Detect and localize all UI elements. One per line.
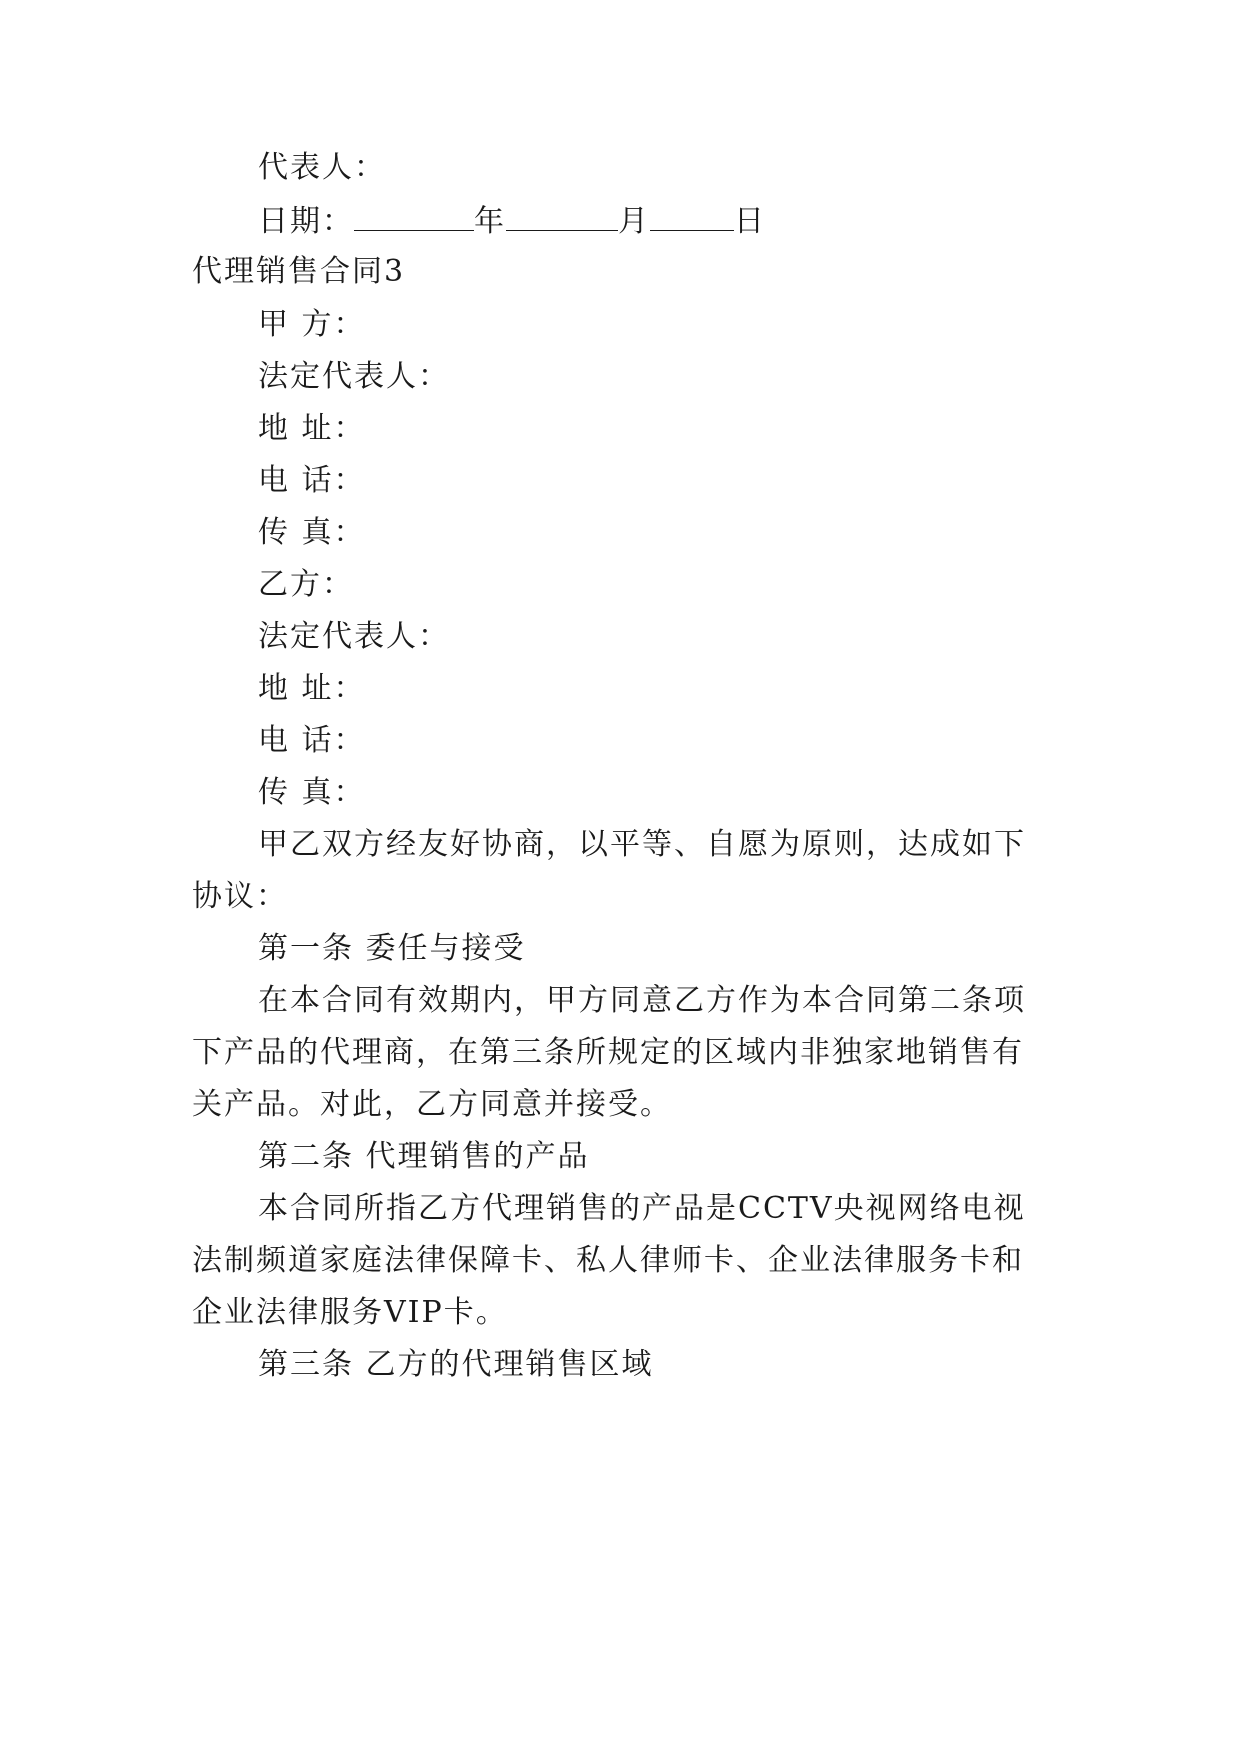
day-label: 日 (734, 204, 766, 239)
party-a-address: 地 址： (258, 411, 366, 446)
party-b-address: 地 址： (258, 671, 366, 706)
article-1-line-1: 在本合同有效期内，甲方同意乙方作为本合同第二条项 (258, 983, 1026, 1018)
year-label: 年 (474, 204, 506, 239)
article-1-heading: 第一条 委任与接受 (258, 931, 526, 966)
month-label: 月 (618, 204, 650, 239)
representative-label: 代表人： (258, 150, 386, 185)
party-b-fax: 传 真： (258, 775, 366, 810)
preamble-line-1: 甲乙双方经友好协商，以平等、自愿为原则，达成如下 (258, 827, 1026, 862)
article-1-line-3: 关产品。对此，乙方同意并接受。 (192, 1087, 672, 1122)
party-a-phone: 电 话： (258, 463, 366, 498)
party-a-fax: 传 真： (258, 515, 366, 550)
contract-title: 代理销售合同3 (192, 254, 406, 289)
month-blank (506, 200, 618, 231)
date-line (258, 200, 766, 242)
party-b-legal-rep: 法定代表人： (258, 619, 450, 654)
date-label: 日期： (258, 204, 354, 239)
preamble-line-2: 协议： (192, 879, 288, 914)
article-2-line-2: 法制频道家庭法律保障卡、私人律师卡、企业法律服务卡和 (192, 1243, 1024, 1278)
article-2-heading: 第二条 代理销售的产品 (258, 1139, 590, 1174)
article-1-line-2: 下产品的代理商，在第三条所规定的区域内非独家地销售有 (192, 1035, 1024, 1070)
party-a-label: 甲 方： (258, 307, 366, 342)
party-b-label: 乙方： (258, 567, 354, 602)
party-b-phone: 电 话： (258, 723, 366, 758)
day-blank (650, 200, 734, 231)
article-2-line-3: 企业法律服务VIP卡。 (192, 1295, 508, 1330)
article-2-line-1: 本合同所指乙方代理销售的产品是CCTV央视网络电视 (258, 1191, 1026, 1226)
party-a-legal-rep: 法定代表人： (258, 359, 450, 394)
article-3-heading: 第三条 乙方的代理销售区域 (258, 1347, 654, 1382)
year-blank (354, 200, 474, 231)
